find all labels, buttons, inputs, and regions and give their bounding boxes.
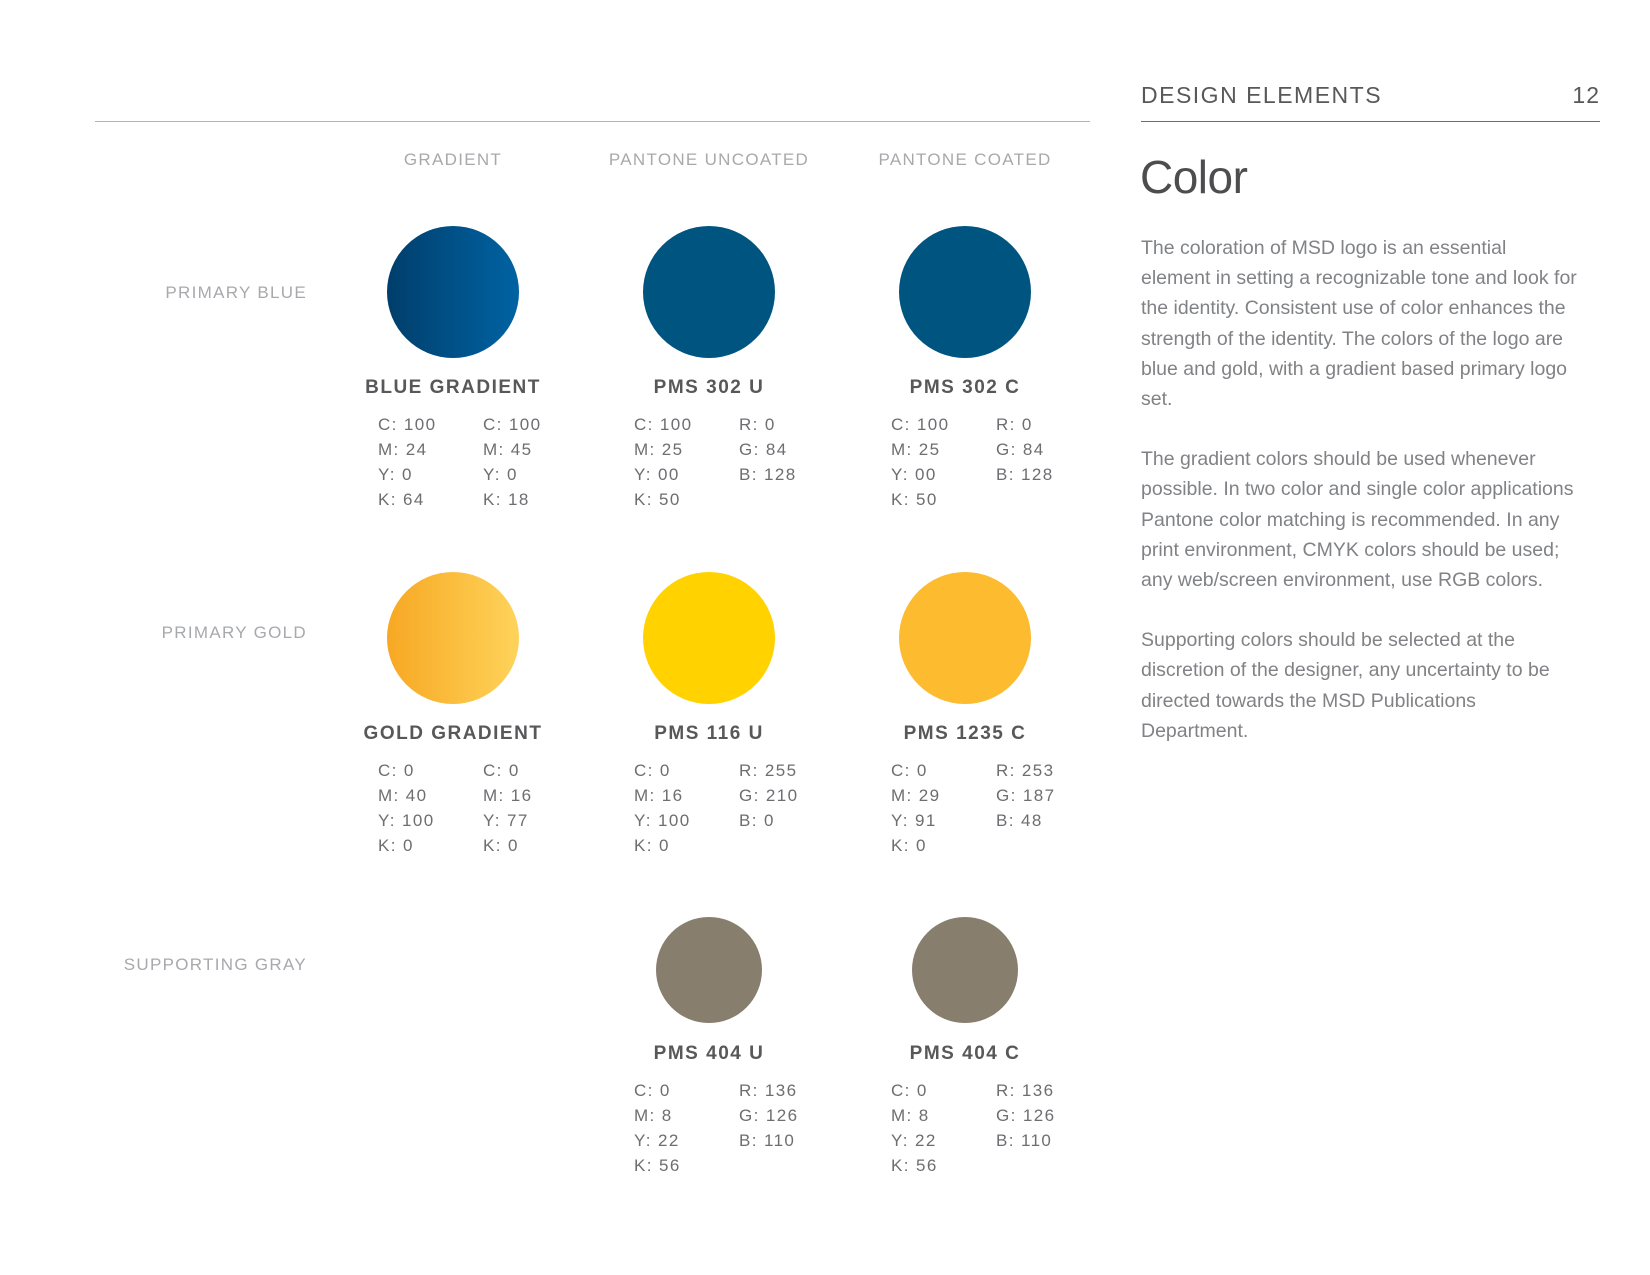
spec-value: K: 0 <box>891 836 927 855</box>
top-divider <box>95 121 1090 122</box>
spec-value: G: 210 <box>739 786 799 805</box>
pms-404-c-swatch <box>912 917 1018 1023</box>
row-label-primary-blue: PRIMARY BLUE <box>165 283 307 302</box>
swatch-name: PMS 116 U <box>654 723 764 744</box>
cmyk-specs <box>891 758 941 858</box>
pms-1235-c-swatch <box>899 572 1031 704</box>
swatch-name: PMS 404 C <box>909 1043 1021 1064</box>
spec-value: C: 0 <box>891 761 928 780</box>
spec-value: C: 100 <box>891 415 950 434</box>
pms-302-c-swatch <box>899 226 1031 358</box>
spec-value: Y: 0 <box>378 465 413 484</box>
spec-value: K: 50 <box>634 490 681 509</box>
spec-value: Y: 77 <box>483 811 529 830</box>
cmyk-specs <box>483 412 542 512</box>
spec-value: K: 0 <box>634 836 670 855</box>
spec-value: G: 126 <box>996 1106 1056 1125</box>
spec-value: Y: 91 <box>891 811 937 830</box>
cmyk-specs <box>378 412 437 512</box>
rgb-specs <box>739 758 798 833</box>
spec-value: M: 16 <box>634 786 684 805</box>
spec-value: C: 100 <box>483 415 542 434</box>
spec-value: B: 128 <box>996 465 1054 484</box>
pms-302-u-swatch <box>643 226 775 358</box>
column-header-gradient: GRADIENT <box>403 150 503 169</box>
paragraph: Supporting colors should be selected at the discretion of the designer, any uncertainty to be directed towards the MSD Publications Department. <box>1141 629 1550 742</box>
spec-value: B: 110 <box>739 1131 796 1150</box>
spec-value: M: 40 <box>378 786 428 805</box>
spec-value: Y: 100 <box>378 811 435 830</box>
swatch-name: PMS 302 U <box>653 377 765 398</box>
spec-value: Y: 22 <box>634 1131 680 1150</box>
spec-value: K: 56 <box>634 1156 681 1175</box>
spec-value: R: 136 <box>739 1081 798 1100</box>
section-title: DESIGN ELEMENTS <box>1141 82 1383 108</box>
spec-value: M: 8 <box>891 1106 930 1125</box>
spec-value: M: 8 <box>634 1106 673 1125</box>
rgb-specs <box>996 758 1055 833</box>
spec-value: M: 29 <box>891 786 941 805</box>
spec-value: K: 56 <box>891 1156 938 1175</box>
spec-value: K: 0 <box>378 836 414 855</box>
rgb-specs <box>996 412 1054 487</box>
paragraph: The coloration of MSD logo is an essential element in setting a recognizable tone and look for the identity. Consistent use of color enhances the strength of the identity. The colors of the logo are blue and gold, with a gradient based primary logo set. <box>1141 237 1577 411</box>
spec-value: C: 0 <box>634 761 671 780</box>
spec-value: Y: 22 <box>891 1131 937 1150</box>
swatch-name: PMS 1235 C <box>903 723 1027 744</box>
page-heading: Color <box>1140 151 1248 203</box>
cmyk-specs <box>634 412 693 512</box>
spec-value: G: 84 <box>996 440 1045 459</box>
rgb-specs <box>996 1078 1055 1153</box>
cmyk-specs <box>378 758 435 858</box>
body-text <box>1141 233 1581 776</box>
cmyk-specs <box>891 412 950 512</box>
spec-value: B: 48 <box>996 811 1043 830</box>
header-divider <box>1141 121 1600 122</box>
spec-value: G: 84 <box>739 440 788 459</box>
spec-value: M: 25 <box>634 440 684 459</box>
spec-value: R: 255 <box>739 761 798 780</box>
swatch-name: GOLD GRADIENT <box>363 723 543 744</box>
spec-value: K: 64 <box>378 490 425 509</box>
rgb-specs <box>739 1078 798 1153</box>
spec-value: B: 0 <box>739 811 775 830</box>
spec-value: R: 0 <box>996 415 1033 434</box>
spec-value: M: 16 <box>483 786 533 805</box>
spec-value: Y: 00 <box>634 465 680 484</box>
swatch-name: PMS 404 U <box>653 1043 765 1064</box>
spec-value: C: 0 <box>634 1081 671 1100</box>
column-header-pantone-uncoated: PANTONE UNCOATED <box>608 150 810 169</box>
swatch-name: PMS 302 C <box>909 377 1021 398</box>
cmyk-specs <box>634 758 691 858</box>
pms-116-u-swatch <box>643 572 775 704</box>
cmyk-specs <box>634 1078 681 1178</box>
gold-gradient-swatch <box>387 572 519 704</box>
spec-value: B: 110 <box>996 1131 1053 1150</box>
spec-value: C: 100 <box>634 415 693 434</box>
row-label-supporting-gray: SUPPORTING GRAY <box>123 955 307 974</box>
column-header-pantone-coated: PANTONE COATED <box>878 150 1052 169</box>
row-label-primary-gold: PRIMARY GOLD <box>161 623 307 642</box>
spec-value: Y: 0 <box>483 465 518 484</box>
cmyk-specs <box>483 758 533 858</box>
spec-value: G: 187 <box>996 786 1056 805</box>
spec-value: M: 24 <box>378 440 428 459</box>
spec-value: B: 128 <box>739 465 797 484</box>
spec-value: G: 126 <box>739 1106 799 1125</box>
spec-value: K: 18 <box>483 490 530 509</box>
spec-value: C: 100 <box>378 415 437 434</box>
spec-value: M: 45 <box>483 440 533 459</box>
rgb-specs <box>739 412 797 487</box>
spec-value: Y: 100 <box>634 811 691 830</box>
cmyk-specs <box>891 1078 938 1178</box>
pms-404-u-swatch <box>656 917 762 1023</box>
spec-value: K: 0 <box>483 836 519 855</box>
spec-value: R: 136 <box>996 1081 1055 1100</box>
spec-value: C: 0 <box>483 761 520 780</box>
spec-value: C: 0 <box>891 1081 928 1100</box>
spec-value: C: 0 <box>378 761 415 780</box>
spec-value: R: 253 <box>996 761 1055 780</box>
spec-value: K: 50 <box>891 490 938 509</box>
spec-value: Y: 00 <box>891 465 937 484</box>
blue-gradient-swatch <box>387 226 519 358</box>
spec-value: M: 25 <box>891 440 941 459</box>
swatch-name: BLUE GRADIENT <box>365 377 541 398</box>
spec-value: R: 0 <box>739 415 776 434</box>
page-number: 12 <box>1572 82 1600 108</box>
paragraph: The gradient colors should be used whenever possible. In two color and single color applications Pantone color matching is recommended. In any print environment, CMYK colors should be used; any web/screen environment, use RGB colors. <box>1141 448 1574 592</box>
